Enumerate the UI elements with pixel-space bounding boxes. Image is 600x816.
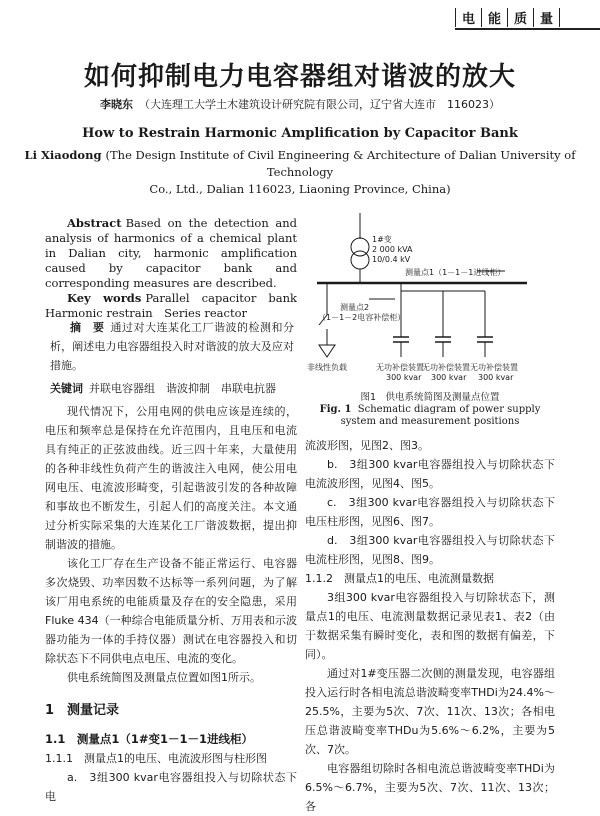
trafo-label: 1#变 (372, 235, 392, 244)
cap-2-rating: 300 kvar (431, 373, 467, 382)
load-symbol (319, 345, 335, 357)
keywords-zh-label: 关键词 (50, 382, 83, 395)
keywords-text: Parallel capacitor bank Harmonic restrain Series reactor (45, 291, 309, 320)
figure-1-caption (305, 392, 555, 428)
transformer-winding-2 (351, 251, 369, 269)
cap-1-rating: 300 kvar (386, 373, 422, 382)
paragraph-112: 3组300 kvar电容器组投入与切除状态下，测量点1的电压、电流测量数据记录见表1、表2（由于数据采集有瞬时变化，表和图的数据有偏差，下同）。 (305, 591, 555, 661)
load-label: 非线性负载 (307, 363, 347, 372)
intro-paragraph-3: 供电系统简图及测量点位置如图1所示。 (67, 671, 261, 684)
journal-section-header (455, 6, 600, 28)
figure-1-caption-en-text: Schematic diagram of power supply system and measurement positions (340, 404, 541, 427)
header-rule (455, 28, 600, 30)
section-heading-1-1-1: 1.1.1 测量点1的电压、电流波形图与柱形图 (45, 752, 267, 765)
section-heading-1-1: 1.1 测量点1（1#变1－1－1进线柜） (45, 732, 254, 746)
cap-3-rating: 300 kvar (478, 373, 514, 382)
trafo-voltage: 10/0.4 kV (372, 255, 411, 264)
intro-paragraph-1: 现代情况下，公用电网的供电应该是连续的，电压和频率总是保持在允许范围内，且电压和电流具有纯正的正弦波曲线。近三四十年来，大量使用的各种非线性负荷产生的谐波注入电网，使公用电网电压、电流波形畸变，引起谐波引发的各种故障和事故也不断发生，引起人们的高度关注。本文通过分析实际采集的大连某化工厂谐波数据，提出抑制谐波的措施。 (45, 405, 297, 551)
affiliation-en-2: Co., Ltd., Dalian 116023, Liaoning Province, China) (149, 182, 451, 196)
body-left (45, 402, 297, 806)
header-item: 能 (481, 8, 507, 27)
keywords-label: Key words (67, 291, 142, 305)
author-line-zh (0, 96, 600, 112)
abstract-zh-text: 通过对大连某化工厂谐波的检测和分析，阐述电力电容器组投入时对谐波的放大及应对措施。 (50, 321, 294, 372)
item-b: b. 3组300 kvar电容器组投入与切除状态下电流波形图，见图4、图5。 (305, 458, 555, 490)
affiliation-zh: （大连理工大学土木建筑设计研究院有限公司，辽宁省大连市 116023） (139, 98, 500, 111)
figure-1-caption-zh: 图1 供电系统简图及测量点位置 (360, 392, 500, 403)
body-right (305, 436, 555, 816)
figure-1-label-en: Fig. 1 (319, 404, 352, 415)
cap-1-label: 无功补偿装置 (376, 363, 424, 372)
author-name-en: Li Xiaodong (24, 148, 102, 162)
header-item: 量 (533, 8, 560, 27)
item-a-continued: 流波形图，见图2、图3。 (305, 439, 429, 452)
item-c: c. 3组300 kvar电容器组投入与切除状态下电压柱形图，见图6、图7。 (305, 496, 555, 528)
abstract-zh-label: 摘 要 (70, 321, 105, 334)
section-heading-1-1-2: 1.1.2 测量点1的电压、电流测量数据 (305, 572, 494, 585)
analysis-paragraph-1: 通过对1#变压器二次侧的测量发现，电容器组投入运行时各相电流总谐波畸变率THDi为24.4%～25.5%，主要为5次、7次、11次、13次；各相电压总谐波畸变率THDu为5.6%～6.2%，主要为5次、7次。 (305, 667, 555, 756)
cap-3-label: 无功补偿装置 (470, 363, 518, 372)
abstract-label: Abstract (67, 216, 122, 230)
intro-paragraph-2: 该化工厂存在生产设备不能正常运行、电容器多次烧毁、功率因数不达标等一系列问题，为了解该厂用电系统的电能质量及存在的安全隐患，采用Fluke 434（一种综合电能质量分析、万用表和示波器功能为一体的手持仪器）测试在电容器投入和切除状态下不同供电点电压、电流的变化。 (45, 557, 297, 665)
abstract-zh (50, 318, 294, 398)
measurement-point-2-label: 测量点2 (340, 303, 370, 312)
cap-2-label: 无功补偿装置 (422, 363, 470, 372)
section-heading-1: 1 测量记录 (45, 703, 120, 718)
keywords-zh-text: 并联电容器组 谐波抑制 串联电抗器 (89, 382, 276, 395)
title-en: How to Restrain Harmonic Amplification by Capacitor Bank (82, 126, 518, 141)
header-item: 质 (507, 8, 533, 27)
header-item: 电 (455, 8, 481, 27)
measurement-point-2-sub: （1－1－2电容补偿柜） (318, 313, 406, 322)
abstract-en (45, 216, 309, 321)
measurement-point-1-label: 测量点1（1－1－1进线柜） (405, 268, 506, 277)
affiliation-en-1: (The Design Institute of Civil Engineering & Architecture of Dalian University of Technology (105, 148, 576, 179)
author-line-en (0, 147, 600, 198)
item-d: d. 3组300 kvar电容器组投入与切除状态下电流柱形图，见图8、图9。 (305, 534, 555, 566)
abstract-text: Based on the detection and analysis of harmonics of a chemical plant in Dalian city, harmonic amplification caused by capacitor bank and corresponding measures are described. (45, 216, 297, 290)
page-title: 如何抑制电力电容器组对谐波的放大 (83, 62, 516, 92)
figure-1-caption-en (305, 404, 555, 428)
author-name-zh: 李晓东 (100, 98, 133, 111)
item-a: a. 3组300 kvar电容器组投入与切除状态下电 (45, 771, 297, 803)
analysis-paragraph-2: 电容器组切除时各相电流总谐波畸变率THDi为6.5%～6.7%，主要为5次、7次、11次、13次；各 (305, 762, 555, 813)
trafo-rating: 2 000 kVA (372, 245, 413, 254)
